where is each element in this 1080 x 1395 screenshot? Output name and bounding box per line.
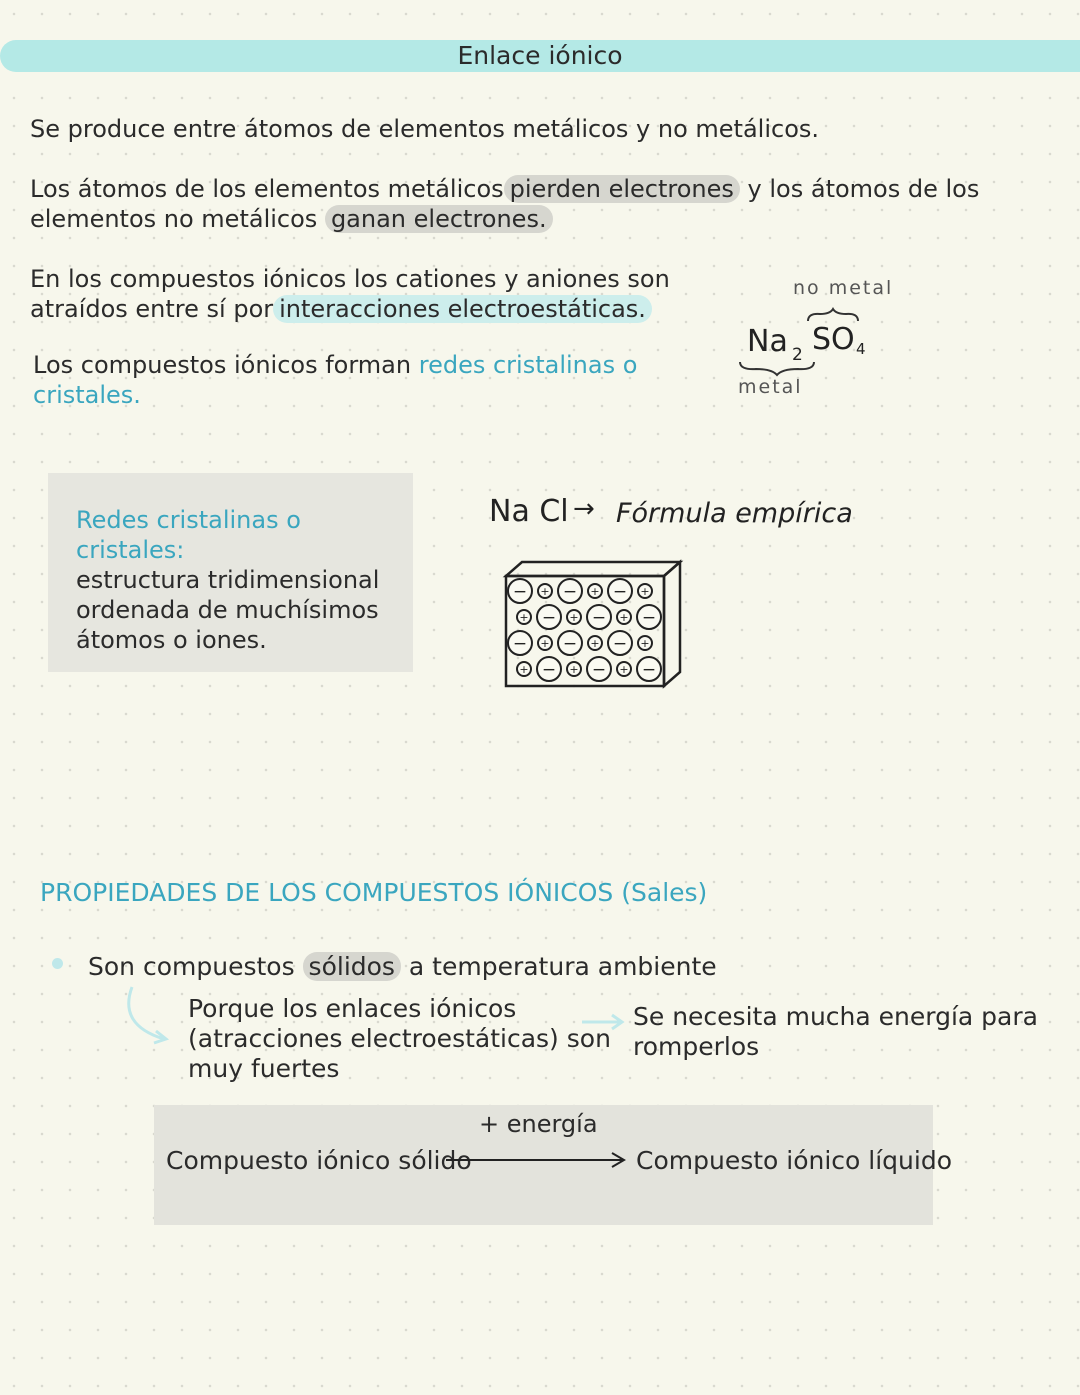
highlight-ganan: ganan electrones. <box>325 205 553 233</box>
intro-line-7: cristales. <box>33 381 141 409</box>
bullet-1-end: a temperatura ambiente <box>408 952 717 981</box>
no-metal-label: no metal <box>793 277 894 299</box>
cation-sign: + <box>519 611 529 624</box>
page-title: Enlace iónico <box>457 41 623 70</box>
equation-left: Compuesto iónico sólido <box>166 1146 472 1175</box>
anion-sign: − <box>641 608 657 628</box>
cation-sign: + <box>590 585 600 598</box>
anion-sign: − <box>541 660 557 680</box>
highlight-solidos: sólidos <box>303 952 401 981</box>
intro-line-3 <box>30 204 553 234</box>
anion-sign: − <box>612 634 628 654</box>
anion-sign: − <box>641 660 657 680</box>
properties-title: PROPIEDADES DE LOS COMPUESTOS IÓNICOS (Sales) <box>40 878 708 907</box>
definition-line-2: ordenada de muchísimos <box>76 596 379 624</box>
cation-sign: + <box>619 611 629 624</box>
intro-line-6 <box>33 350 637 380</box>
intro-line-5-start: atraídos entre sí por <box>30 295 274 323</box>
cation-sign: + <box>619 663 629 676</box>
highlight-pierden: pierden electrones <box>504 175 740 203</box>
consequence-line-2: romperlos <box>633 1032 760 1061</box>
metal-label: metal <box>738 376 803 398</box>
definition-line-1: estructura tridimensional <box>76 566 380 594</box>
reason-text <box>188 994 611 1084</box>
definition-line-3: átomos o iones. <box>76 626 267 654</box>
anion-sign: − <box>512 582 528 602</box>
cation-sign: + <box>640 637 650 650</box>
intro-line-1: Se produce entre átomos de elementos metálicos y no metálicos. <box>30 115 820 143</box>
intro-line-2-start: Los átomos de los elementos metálicos <box>30 175 504 203</box>
cation-sign: + <box>640 585 650 598</box>
cation-sign: + <box>519 663 529 676</box>
intro-line-3-start: elementos no metálicos <box>30 205 318 233</box>
anion-sign: − <box>591 608 607 628</box>
definition-text <box>76 505 411 655</box>
crystal-lattice-icon <box>500 558 686 694</box>
equation-right: Compuesto iónico líquido <box>636 1146 953 1175</box>
intro-line-2-end: y los átomos de los <box>747 175 980 203</box>
bullet-1-start: Son compuestos <box>88 952 295 981</box>
anion-sign: − <box>612 582 628 602</box>
arrow-right-teal-icon <box>580 1012 626 1032</box>
anion-sign: − <box>512 634 528 654</box>
curved-arrow-icon <box>118 985 178 1045</box>
cation-sign: + <box>569 663 579 676</box>
cation-sign: + <box>590 637 600 650</box>
anion-sign: − <box>591 660 607 680</box>
reason-line-2: (atracciones electroestáticas) son <box>188 1024 611 1053</box>
consequence-text <box>633 1002 1038 1062</box>
anion-sign: − <box>541 608 557 628</box>
sulfate-subscript: 4 <box>856 340 866 358</box>
equation-energy: + energía <box>479 1110 598 1138</box>
consequence-line-1: Se necesita mucha energía para <box>633 1002 1038 1031</box>
cation-sign: + <box>540 585 550 598</box>
ion-grid <box>508 579 661 681</box>
cation-sign: + <box>569 611 579 624</box>
bullet-1 <box>88 952 717 982</box>
sulfate-symbol: SO <box>812 322 855 357</box>
nacl-formula: Na Cl <box>489 494 569 529</box>
arrow-right-icon: → <box>573 494 595 524</box>
definition-term: Redes cristalinas o cristales: <box>76 506 301 564</box>
intro-line-6-start: Los compuestos iónicos forman <box>33 351 412 379</box>
sodium-subscript: 2 <box>792 345 803 365</box>
brace-bottom-icon <box>738 360 816 376</box>
anion-sign: − <box>562 634 578 654</box>
intro-line-5 <box>30 294 652 324</box>
reaction-arrow-icon <box>444 1150 628 1170</box>
cation-sign: + <box>540 637 550 650</box>
sodium-symbol: Na <box>747 324 788 359</box>
empirical-formula-label: Fórmula empírica <box>616 498 853 529</box>
intro-line-2 <box>30 174 979 204</box>
reason-line-3: muy fuertes <box>188 1054 340 1083</box>
reason-line-1: Porque los enlaces iónicos <box>188 994 517 1023</box>
highlight-interacciones: interacciones electroestáticas. <box>273 295 652 323</box>
bullet-dot-icon <box>52 958 63 969</box>
anion-sign: − <box>562 582 578 602</box>
teal-redes: redes cristalinas o <box>418 351 638 379</box>
intro-line-4: En los compuestos iónicos los cationes y aniones son <box>30 265 670 293</box>
brace-top-icon <box>806 309 860 323</box>
